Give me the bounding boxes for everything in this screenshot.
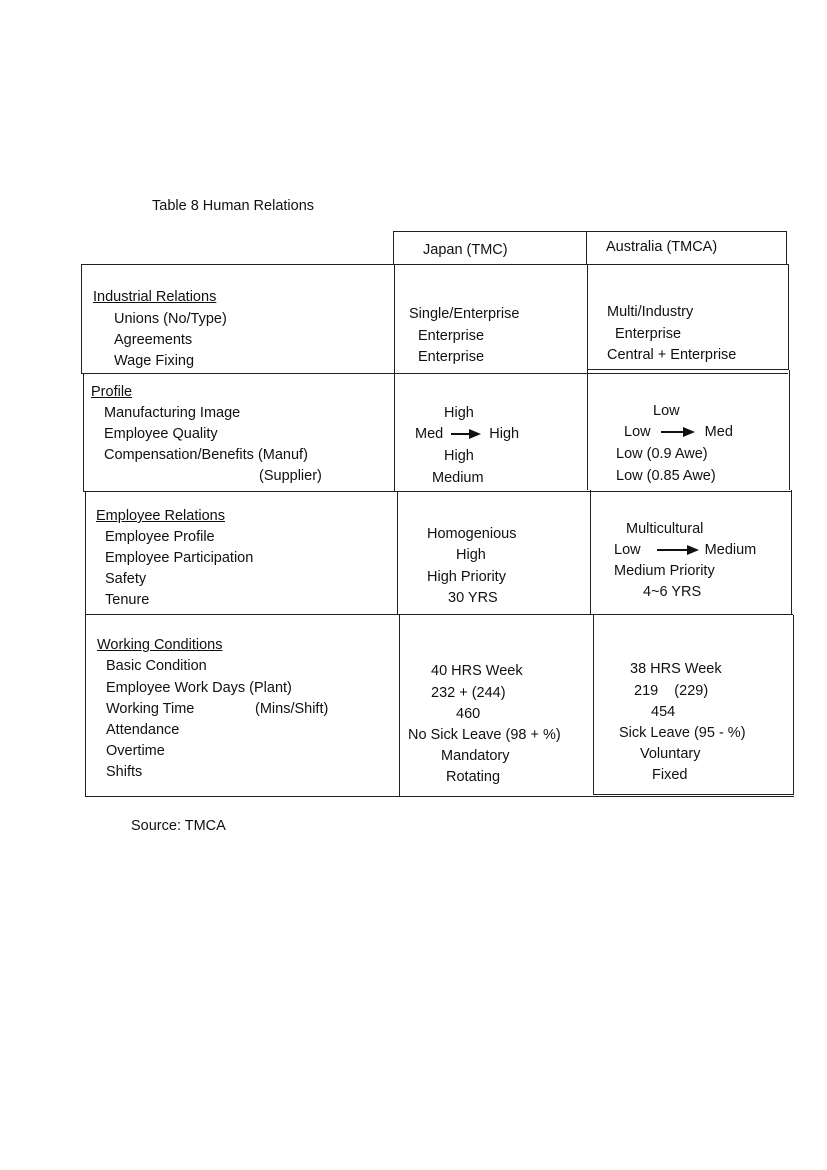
cell-australia: Voluntary bbox=[640, 746, 701, 762]
row-label: Employee Participation bbox=[105, 550, 254, 566]
row-label: Employee Work Days (Plant) bbox=[106, 680, 292, 696]
range-from: Med bbox=[415, 426, 444, 442]
cell-japan: High bbox=[456, 547, 486, 563]
row-label: Safety bbox=[105, 571, 147, 587]
row-label: Working Time bbox=[106, 701, 195, 717]
cell-japan: 40 HRS Week bbox=[431, 663, 523, 679]
row-label-note: (Mins/Shift) bbox=[255, 701, 329, 717]
cell-australia: 219 (229) bbox=[634, 683, 709, 699]
range-from: Low bbox=[614, 542, 641, 558]
cell-japan: High bbox=[444, 405, 474, 421]
arrow-right-icon bbox=[661, 427, 695, 437]
row-label: Attendance bbox=[106, 722, 180, 738]
table-caption: Table 8 Human Relations bbox=[152, 198, 315, 214]
range-from: Low bbox=[624, 424, 651, 440]
row-label: Overtime bbox=[106, 743, 165, 759]
cell-australia: Medium Priority bbox=[614, 563, 715, 579]
source-note: Source: TMCA bbox=[131, 818, 226, 834]
row-label: Agreements bbox=[114, 332, 193, 348]
section-heading-employee-relations: Employee Relations bbox=[96, 508, 225, 524]
section-heading-working-conditions: Working Conditions bbox=[97, 637, 223, 653]
cell-australia: Low (0.85 Awe) bbox=[616, 468, 716, 484]
cell-japan: High Priority bbox=[427, 569, 506, 585]
cell-australia: 4~6 YRS bbox=[643, 584, 702, 600]
cell-australia: Fixed bbox=[652, 767, 688, 783]
cell-japan: No Sick Leave (98 + %) bbox=[408, 727, 561, 743]
cell-australia: 454 bbox=[651, 704, 676, 720]
row-label: (Supplier) bbox=[259, 468, 322, 484]
section-heading-industrial-relations: Industrial Relations bbox=[93, 289, 217, 305]
row-label: Unions (No/Type) bbox=[114, 311, 227, 327]
cell-japan: 460 bbox=[456, 706, 481, 722]
row-label: Wage Fixing bbox=[114, 353, 195, 369]
row-label: Basic Condition bbox=[106, 658, 207, 674]
cell-australia: Low bbox=[653, 403, 680, 419]
row-label: Tenure bbox=[105, 592, 150, 608]
row-label: Compensation/Benefits (Manuf) bbox=[104, 447, 308, 463]
cell-japan: Enterprise bbox=[418, 349, 485, 365]
row-label: Employee Quality bbox=[104, 426, 218, 442]
arrow-right-icon bbox=[451, 429, 481, 439]
cell-japan: High bbox=[444, 448, 474, 464]
row-label: Shifts bbox=[106, 764, 143, 780]
range-to: High bbox=[489, 426, 520, 442]
cell-australia: Multicultural bbox=[626, 521, 704, 537]
range-to: Med bbox=[704, 424, 733, 440]
cell-japan: Rotating bbox=[446, 769, 501, 785]
column-header-australia: Australia (TMCA) bbox=[606, 239, 718, 255]
cell-australia-range bbox=[614, 541, 756, 559]
arrow-right-icon bbox=[657, 545, 699, 555]
row-label: Manufacturing Image bbox=[104, 405, 241, 421]
cell-australia: Enterprise bbox=[615, 326, 682, 342]
cell-australia: Sick Leave (95 - %) bbox=[619, 725, 746, 741]
cell-australia: Low (0.9 Awe) bbox=[616, 446, 708, 462]
cell-japan-range bbox=[415, 425, 519, 443]
cell-australia: Multi/Industry bbox=[607, 304, 694, 320]
cell-japan: 30 YRS bbox=[448, 590, 498, 606]
cell-japan: Medium bbox=[432, 470, 484, 486]
cell-japan: Mandatory bbox=[441, 748, 510, 764]
cell-australia-range bbox=[624, 423, 733, 441]
cell-japan: Homogenious bbox=[427, 526, 517, 542]
cell-australia: Central + Enterprise bbox=[607, 347, 737, 363]
cell-australia: 38 HRS Week bbox=[630, 661, 722, 677]
row-label: Employee Profile bbox=[105, 529, 215, 545]
column-header-japan: Japan (TMC) bbox=[423, 242, 508, 258]
cell-japan: Single/Enterprise bbox=[409, 306, 520, 322]
cell-japan: 232 + (244) bbox=[431, 685, 506, 701]
cell-japan: Enterprise bbox=[418, 328, 485, 344]
range-to: Medium bbox=[704, 542, 757, 558]
section-heading-profile: Profile bbox=[91, 384, 133, 400]
